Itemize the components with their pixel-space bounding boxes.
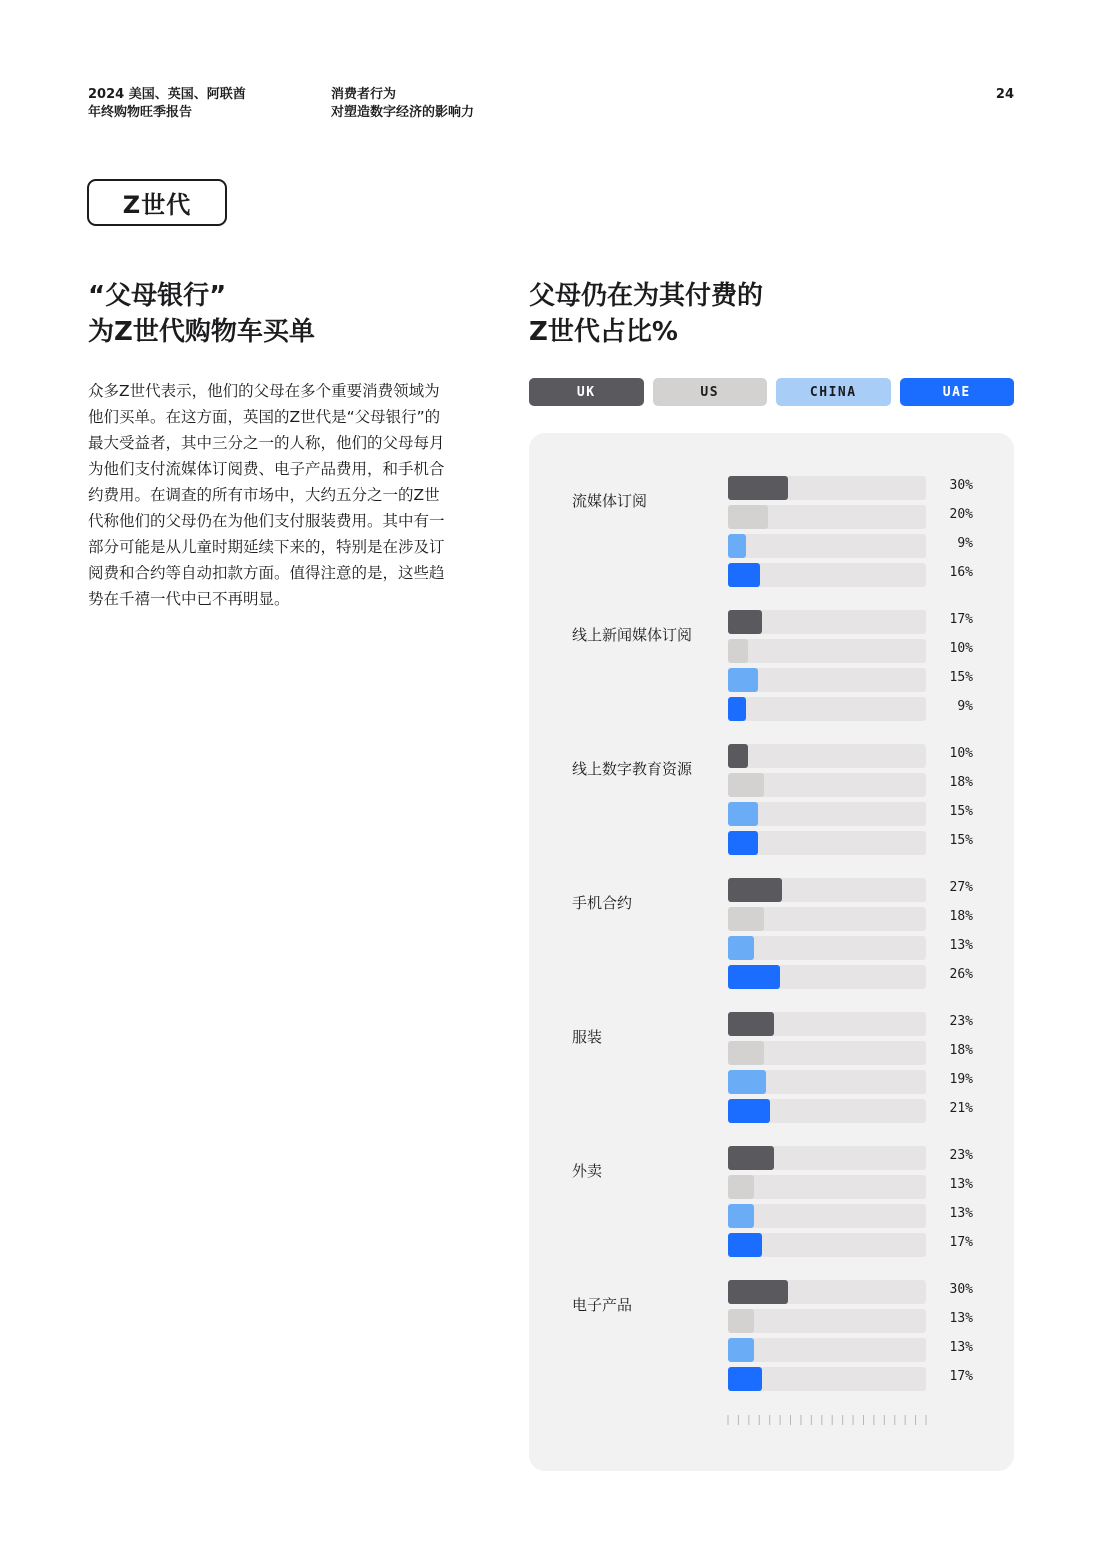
bar-us [728, 773, 764, 797]
body-line: 阅费和合约等自动扣款方面。值得注意的是，这些趋 [88, 564, 445, 582]
chart-panel [529, 433, 1014, 1471]
data-label: 9% [957, 536, 973, 551]
data-label: 10% [949, 746, 973, 761]
category-label: 服装 [572, 1028, 603, 1046]
bar-track [728, 936, 926, 960]
bar-china [728, 668, 758, 692]
data-label: 17% [949, 1235, 973, 1250]
report-title [88, 86, 246, 122]
bar-us [728, 505, 768, 529]
bar-uae [728, 563, 760, 587]
data-label: 15% [949, 804, 973, 819]
bar-uk [728, 1146, 774, 1170]
bar-china [728, 1338, 754, 1362]
data-label: 15% [949, 833, 973, 848]
article-heading-line1: “父母银行” [88, 281, 227, 311]
bar-china [728, 1070, 766, 1094]
bar-china [728, 534, 746, 558]
data-label: 20% [949, 507, 973, 522]
bar-us [728, 1309, 754, 1333]
legend-item-uae: UAE [900, 378, 1015, 406]
bar-uae [728, 965, 780, 989]
bar-uk [728, 1280, 788, 1304]
data-label: 23% [949, 1014, 973, 1029]
bar-uk [728, 476, 788, 500]
category-label: 电子产品 [572, 1296, 633, 1314]
bar-uk [728, 878, 782, 902]
body-line: 约费用。在调查的所有市场中，大约五分之一的Z世 [88, 486, 440, 504]
data-label: 13% [949, 1311, 973, 1326]
data-label: 10% [949, 641, 973, 656]
data-label: 30% [949, 478, 973, 493]
legend-item-china: CHINA [776, 378, 891, 406]
data-label: 18% [949, 909, 973, 924]
data-label: 27% [949, 880, 973, 895]
bar-track [728, 1309, 926, 1333]
bar-uae [728, 697, 746, 721]
data-label: 18% [949, 775, 973, 790]
body-line: 部分可能是从儿童时期延续下来的，特别是在涉及订 [88, 538, 445, 556]
data-label: 26% [949, 967, 973, 982]
chart-legend [529, 378, 1014, 406]
body-line: 他们买单。在这方面，英国的Z世代是“父母银行”的 [88, 408, 441, 426]
section-title-line1: 消费者行为 [331, 87, 397, 102]
bar-us [728, 1175, 754, 1199]
article-heading [88, 278, 315, 350]
data-label: 13% [949, 1340, 973, 1355]
data-label: 13% [949, 1206, 973, 1221]
chart-title [529, 278, 763, 350]
data-label: 15% [949, 670, 973, 685]
bar-uk [728, 744, 748, 768]
bar-chart [529, 433, 1014, 1471]
report-title-line1: 2024 美国、英国、阿联酋 [88, 87, 246, 102]
bar-us [728, 1041, 764, 1065]
data-label: 18% [949, 1043, 973, 1058]
category-label: 流媒体订阅 [572, 492, 648, 510]
legend-item-uk: UK [529, 378, 644, 406]
bar-uk [728, 1012, 774, 1036]
data-label: 17% [949, 612, 973, 627]
body-line: 代称他们的父母仍在为他们支付服装费用。其中有一 [88, 512, 445, 530]
bar-uae [728, 1233, 762, 1257]
chart-title-line1: 父母仍在为其付费的 [529, 281, 764, 311]
data-label: 19% [949, 1072, 973, 1087]
bar-track [728, 534, 926, 558]
category-label: 外卖 [572, 1162, 603, 1180]
bar-uae [728, 1367, 762, 1391]
body-line: 众多Z世代表示，他们的父母在多个重要消费领域为 [88, 382, 440, 400]
bar-uae [728, 1099, 770, 1123]
data-label: 17% [949, 1369, 973, 1384]
section-title-line2: 对塑造数字经济的影响力 [331, 105, 475, 120]
bar-us [728, 907, 764, 931]
body-line: 势在千禧一代中已不再明显。 [88, 590, 290, 608]
data-label: 23% [949, 1148, 973, 1163]
bar-us [728, 639, 748, 663]
bar-china [728, 1204, 754, 1228]
category-label: 线上新闻媒体订阅 [572, 626, 693, 644]
page-number: 24 [995, 87, 1014, 102]
bar-track [728, 1175, 926, 1199]
body-paragraph [88, 378, 498, 612]
category-label: 线上数字教育资源 [572, 760, 693, 778]
bar-china [728, 936, 754, 960]
bar-track [728, 1204, 926, 1228]
legend-item-us: US [653, 378, 768, 406]
bar-uae [728, 831, 758, 855]
bar-track [728, 1338, 926, 1362]
data-label: 9% [957, 699, 973, 714]
bar-track [728, 744, 926, 768]
data-label: 16% [949, 565, 973, 580]
data-label: 30% [949, 1282, 973, 1297]
gen-z-tag: Z世代 [87, 179, 227, 226]
bar-track [728, 639, 926, 663]
data-label: 13% [949, 1177, 973, 1192]
data-label: 21% [949, 1101, 973, 1116]
body-line: 为他们支付流媒体订阅费、电子产品费用，和手机合 [88, 460, 445, 478]
body-line: 最大受益者，其中三分之一的人称，他们的父母每月 [88, 434, 445, 452]
data-label: 13% [949, 938, 973, 953]
chart-title-line2: Z世代占比% [529, 317, 678, 347]
article-heading-line2: 为Z世代购物车买单 [88, 317, 315, 347]
report-title-line2: 年终购物旺季报告 [88, 105, 193, 120]
section-title [331, 86, 474, 122]
bar-china [728, 802, 758, 826]
category-label: 手机合约 [572, 894, 633, 912]
bar-uk [728, 610, 762, 634]
bar-track [728, 697, 926, 721]
